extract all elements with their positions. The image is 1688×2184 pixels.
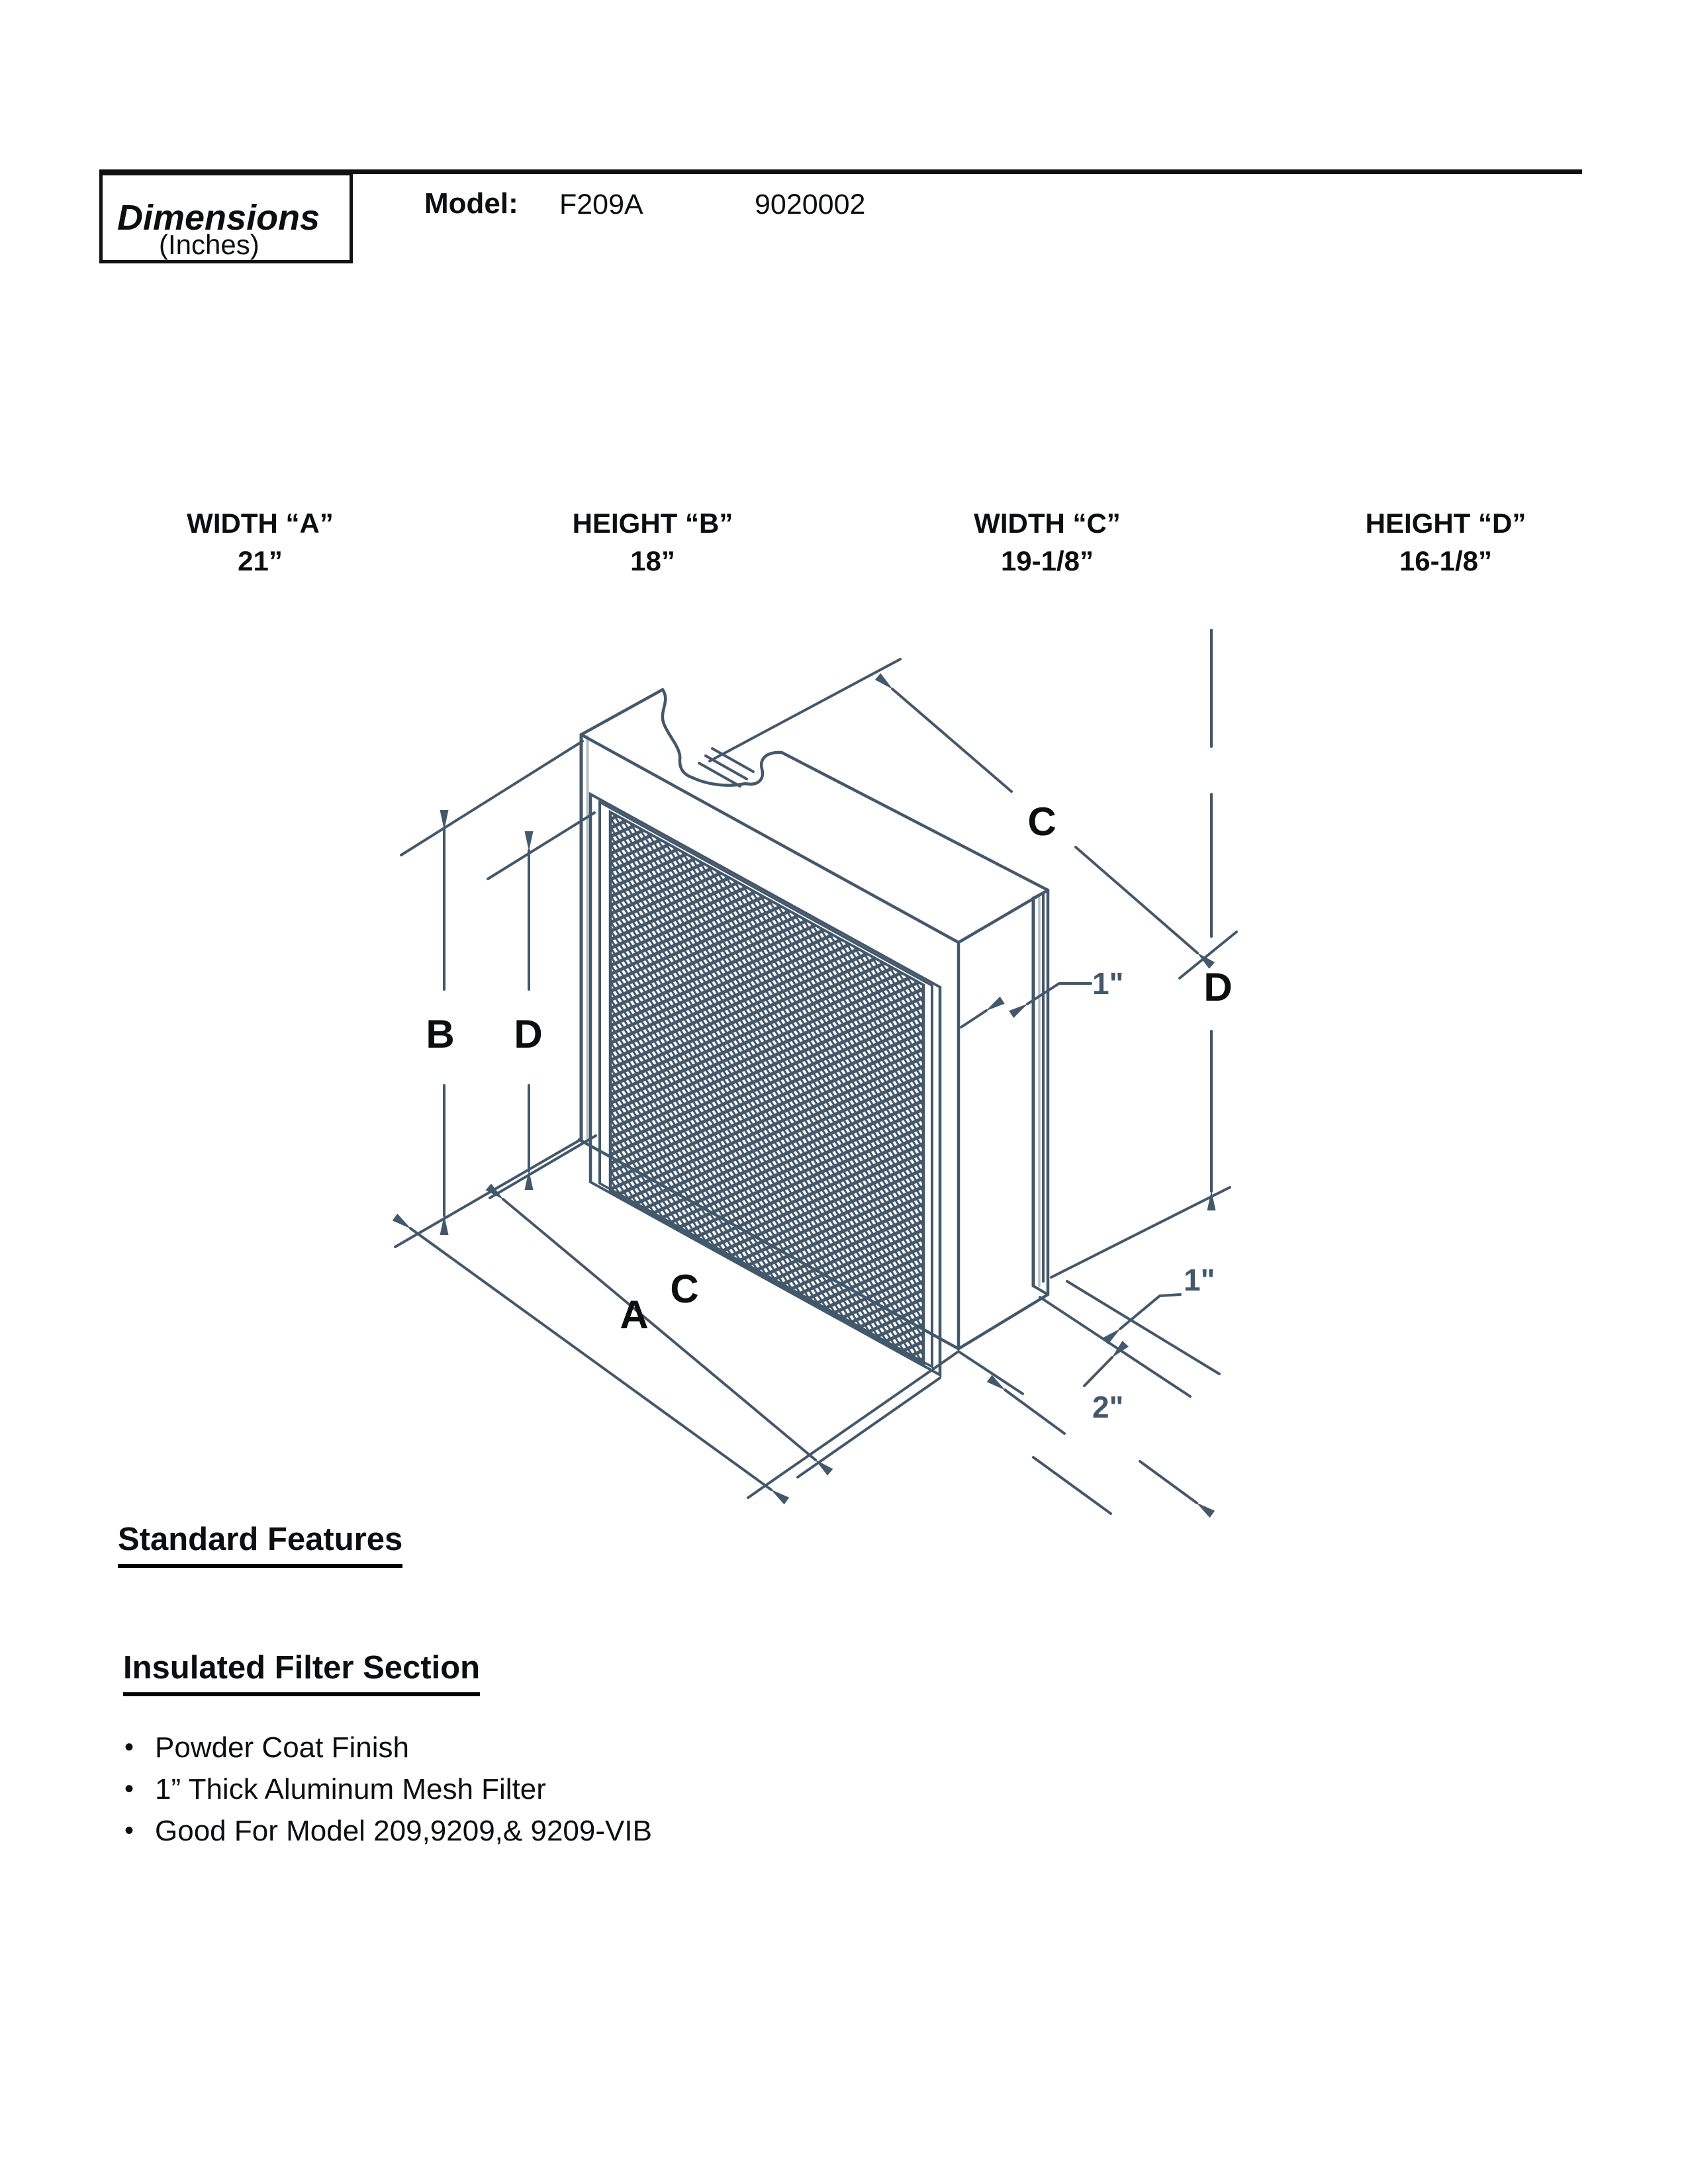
dimension-label: WIDTH “C” <box>974 508 1121 539</box>
dim-two-inch-line <box>1005 1390 1064 1433</box>
feature-item: • Powder Coat Finish <box>124 1727 652 1769</box>
feature-item: • Good For Model 209,9209,& 9209-VIB <box>124 1811 652 1852</box>
dimension-label: HEIGHT “D” <box>1365 508 1526 539</box>
dim-one-inch-bottom-leader <box>1120 1295 1180 1329</box>
label-height-b: B <box>426 1012 455 1056</box>
features-list <box>124 1727 652 1852</box>
rear-flange <box>1033 890 1048 1295</box>
dimension-value: 21” <box>238 545 283 576</box>
dimension-height-d <box>1293 504 1598 580</box>
model-value: F209A <box>559 189 643 220</box>
model-label: Model: <box>424 187 518 220</box>
dimension-width-c <box>895 504 1199 580</box>
label-two-inch: 2" <box>1092 1390 1124 1424</box>
features-heading: Standard Features <box>118 1521 402 1568</box>
dimension-label: WIDTH “A” <box>187 508 334 539</box>
mesh-panel <box>590 794 940 1375</box>
dim-c-top-line <box>892 689 1011 792</box>
dimension-width-a <box>108 504 412 580</box>
dimension-value: 19-1/8” <box>1000 545 1094 576</box>
break-line-bottom <box>692 778 745 786</box>
dimension-value: 18” <box>630 545 675 576</box>
units-note: (Inches) <box>159 229 259 260</box>
dimension-height-b <box>500 504 805 580</box>
part-number: 9020002 <box>755 189 866 220</box>
dim-c-top-line <box>1076 847 1197 953</box>
label-width-a: A <box>620 1293 649 1337</box>
dim-one-inch-top-leader <box>1027 983 1091 1004</box>
features-subheading: Insulated Filter Section <box>123 1649 480 1696</box>
label-height-d-right: D <box>1203 965 1233 1009</box>
feature-item: • 1” Thick Aluminum Mesh Filter <box>124 1769 652 1811</box>
label-width-c-bottom: C <box>670 1267 699 1311</box>
label-height-d-left: D <box>514 1012 543 1056</box>
dimension-label: HEIGHT “B” <box>572 508 733 539</box>
break-line-right <box>745 752 782 784</box>
page-title: Dimensions <box>117 198 320 238</box>
dim-two-inch-line <box>1140 1461 1197 1503</box>
filter-isometric-drawing <box>371 609 1297 1542</box>
label-one-inch-top: 1" <box>1092 966 1124 1001</box>
label-one-inch-bottom: 1" <box>1184 1263 1215 1297</box>
dim-a-line <box>410 1228 771 1490</box>
break-gap-line <box>712 749 753 772</box>
dimension-value: 16-1/8” <box>1399 545 1493 576</box>
label-width-c-top: C <box>1027 799 1056 844</box>
break-line-left <box>663 690 692 778</box>
